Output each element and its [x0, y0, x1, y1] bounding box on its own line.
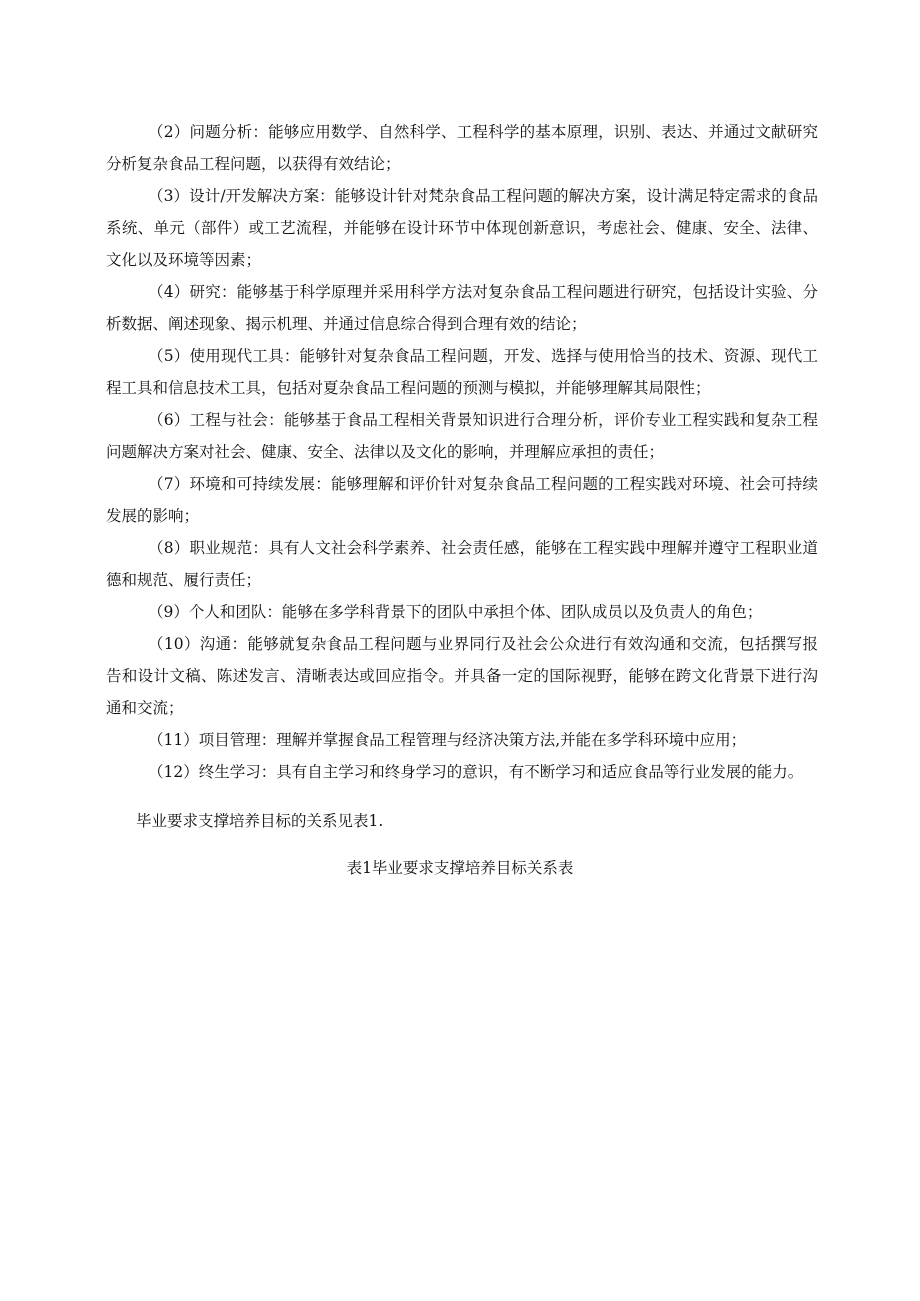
requirement-12-lifelong-learning: （12）终生学习：具有自主学习和终身学习的意识，有不断学习和适应食品等行业发展的能力。	[148, 763, 804, 781]
requirement-3-design-solutions: （3）设计/开发解决方案：能够设计针对梵杂食品工程问题的解决方案，设计满足特定需求的食品系统、单元（部件）或工艺流程，并能够在设计环节中体现创新意识，考虑社会、健康、安全、法律、文化以及环境等因素；	[106, 187, 818, 269]
summary-sentence: 毕业要求支撑培养目标的关系见表1.	[136, 812, 384, 830]
graduation-requirements-list	[106, 116, 818, 788]
table-caption: 表1毕业要求支撑培养目标关系表	[346, 859, 574, 877]
requirement-10-communication: （10）沟通：能够就复杂食品工程问题与业界同行及社会公众进行有效沟通和交流，包括撰写报告和设计文稿、陈述发言、清晰表达或回应指令。并具备一定的国际视野，能够在跨文化背景下进行沟通和交流；	[106, 635, 818, 717]
requirement-4-research: （4）研究：能够基于科学原理并采用科学方法对复杂食品工程问题进行研究，包括设计实验、分析数据、阐述现象、揭示机理、并通过信息综合得到合理有效的结论；	[106, 283, 818, 333]
requirement-8-professional-norms: （8）职业规范：具有人文社会科学素养、社会责任感，能够在工程实践中理解并遵守工程职业道德和规范、履行责任；	[106, 539, 818, 589]
requirement-2-problem-analysis: （2）问题分析：能够应用数学、自然科学、工程科学的基本原理，识别、表达、并通过文献研究分析复杂食品工程问题，以获得有效结论；	[106, 123, 818, 173]
requirement-5-modern-tools: （5）使用现代工具：能够针对复杂食品工程问题，开发、选择与使用恰当的技术、资源、现代工程工具和信息技术工具，包括对夏杂食品工程问题的预测与模拟，并能够理解其局限性；	[106, 347, 818, 397]
requirement-6-engineering-and-society: （6）工程与社会：能够基于食品工程相关背景知识进行合理分析，评价专业工程实践和复杂工程问题解决方案对社会、健康、安全、法律以及文化的影响，并理解应承担的责任；	[106, 411, 818, 461]
requirement-7-environment-sustainability: （7）环境和可持续发展：能够理解和评价针对复杂食品工程问题的工程实践对环境、社会可持续发展的影响；	[106, 475, 818, 525]
requirement-9-individual-and-team: （9）个人和团队：能够在多学科背景下的团队中承担个体、团队成员以及负责人的角色；	[148, 603, 763, 621]
requirement-11-project-management: （11）项目管理：理解并掌握食品工程管理与经济决策方法,并能在多学科环境中应用；	[148, 731, 747, 749]
